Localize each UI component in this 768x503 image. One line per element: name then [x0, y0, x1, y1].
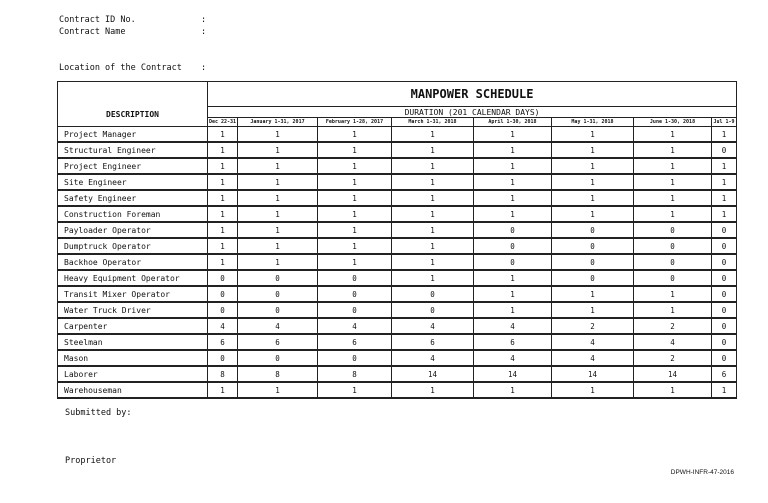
count-cell: 1	[392, 222, 474, 238]
count-cell: 14	[392, 366, 474, 382]
count-cell: 0	[634, 238, 712, 254]
count-cell: 0	[392, 302, 474, 318]
table-row	[58, 206, 737, 222]
role-cell: Construction Foreman	[58, 206, 208, 222]
count-cell: 1	[552, 127, 634, 143]
role-cell: Project Engineer	[58, 158, 208, 174]
count-cell: 1	[208, 174, 238, 190]
count-cell: 1	[318, 206, 392, 222]
count-cell: 0	[712, 270, 737, 286]
count-cell: 1	[318, 238, 392, 254]
count-cell: 0	[634, 270, 712, 286]
table-row	[58, 302, 737, 318]
count-cell: 8	[318, 366, 392, 382]
count-cell: 1	[318, 382, 392, 398]
count-cell: 1	[208, 158, 238, 174]
table-row	[58, 174, 737, 190]
count-cell: 1	[474, 158, 552, 174]
count-cell: 4	[474, 318, 552, 334]
count-cell: 1	[634, 190, 712, 206]
role-cell: Backhoe Operator	[58, 254, 208, 270]
count-cell: 1	[392, 206, 474, 222]
role-cell: Project Manager	[58, 127, 208, 143]
month-header: February 1-28, 2017	[318, 118, 392, 127]
form-code: DPWH-INFR-47-2016	[670, 469, 734, 476]
role-cell: Water Truck Driver	[58, 302, 208, 318]
count-cell: 1	[712, 158, 737, 174]
month-header: May 1-31, 2018	[552, 118, 634, 127]
count-cell: 1	[712, 127, 737, 143]
count-cell: 0	[392, 286, 474, 302]
count-cell: 1	[208, 238, 238, 254]
count-cell: 1	[238, 382, 318, 398]
count-cell: 4	[318, 318, 392, 334]
count-cell: 0	[208, 286, 238, 302]
month-header: Dec 22-31	[208, 119, 237, 125]
count-cell: 1	[474, 127, 552, 143]
role-cell: Structural Engineer	[58, 142, 208, 158]
count-cell: 1	[552, 382, 634, 398]
count-cell: 0	[634, 254, 712, 270]
table-row	[58, 350, 737, 366]
count-cell: 2	[552, 318, 634, 334]
count-cell: 0	[208, 270, 238, 286]
count-cell: 1	[208, 190, 238, 206]
count-cell: 1	[238, 142, 318, 158]
count-cell: 1	[208, 142, 238, 158]
count-cell: 0	[238, 302, 318, 318]
table-row	[58, 158, 737, 174]
count-cell: 1	[392, 174, 474, 190]
count-cell: 0	[712, 254, 737, 270]
location-colon: :	[201, 63, 207, 73]
count-cell: 0	[712, 350, 737, 366]
count-cell: 1	[712, 382, 737, 398]
count-cell: 4	[552, 350, 634, 366]
month-header: June 1-30, 2018	[634, 118, 712, 127]
count-cell: 1	[318, 158, 392, 174]
count-cell: 1	[712, 190, 737, 206]
count-cell: 1	[318, 254, 392, 270]
count-cell: 0	[712, 302, 737, 318]
count-cell: 0	[238, 350, 318, 366]
table-row	[58, 382, 737, 398]
month-header: Jul 1-9	[713, 119, 735, 125]
count-cell: 14	[474, 366, 552, 382]
count-cell: 1	[634, 382, 712, 398]
table-row	[58, 254, 737, 270]
contract-name-label: Contract Name	[59, 27, 126, 37]
contract-name-colon: :	[201, 27, 207, 37]
count-cell: 1	[318, 174, 392, 190]
contract-id-label: Contract ID No.	[59, 15, 136, 25]
count-cell: 8	[238, 366, 318, 382]
table-row	[58, 286, 737, 302]
table-row	[58, 190, 737, 206]
count-cell: 1	[552, 302, 634, 318]
count-cell: 1	[634, 174, 712, 190]
location-line	[59, 62, 206, 74]
count-cell: 2	[634, 350, 712, 366]
count-cell: 1	[318, 222, 392, 238]
count-cell: 1	[474, 174, 552, 190]
role-cell: Laborer	[58, 366, 208, 382]
count-cell: 4	[474, 350, 552, 366]
table-row	[58, 334, 737, 350]
count-cell: 0	[318, 302, 392, 318]
count-cell: 4	[392, 318, 474, 334]
count-cell: 6	[474, 334, 552, 350]
count-cell: 1	[552, 206, 634, 222]
count-cell: 1	[634, 286, 712, 302]
role-cell: Heavy Equipment Operator	[58, 270, 208, 286]
count-cell: 1	[238, 190, 318, 206]
count-cell: 0	[474, 238, 552, 254]
count-cell: 0	[712, 334, 737, 350]
count-cell: 0	[712, 318, 737, 334]
count-cell: 1	[634, 302, 712, 318]
count-cell: 0	[634, 222, 712, 238]
count-cell: 0	[238, 270, 318, 286]
count-cell: 8	[208, 366, 238, 382]
count-cell: 1	[474, 206, 552, 222]
count-cell: 1	[474, 190, 552, 206]
count-cell: 0	[208, 302, 238, 318]
manpower-schedule-table	[57, 81, 737, 399]
count-cell: 1	[392, 254, 474, 270]
count-cell: 1	[238, 238, 318, 254]
count-cell: 1	[392, 238, 474, 254]
count-cell: 1	[208, 382, 238, 398]
count-cell: 1	[392, 382, 474, 398]
count-cell: 0	[238, 286, 318, 302]
count-cell: 4	[208, 318, 238, 334]
count-cell: 0	[712, 222, 737, 238]
role-cell: Payloader Operator	[58, 222, 208, 238]
count-cell: 1	[392, 158, 474, 174]
count-cell: 1	[634, 158, 712, 174]
count-cell: 1	[474, 270, 552, 286]
table-row	[58, 142, 737, 158]
role-cell: Safety Engineer	[58, 190, 208, 206]
role-cell: Mason	[58, 350, 208, 366]
count-cell: 6	[208, 334, 238, 350]
count-cell: 6	[318, 334, 392, 350]
count-cell: 14	[634, 366, 712, 382]
month-header: April 1-30, 2018	[474, 118, 552, 127]
count-cell: 1	[238, 174, 318, 190]
count-cell: 0	[712, 286, 737, 302]
count-cell: 1	[238, 254, 318, 270]
count-cell: 1	[474, 142, 552, 158]
proprietor-label: Proprietor	[65, 456, 117, 466]
count-cell: 1	[552, 190, 634, 206]
count-cell: 1	[552, 174, 634, 190]
count-cell: 1	[318, 127, 392, 143]
table-row	[58, 238, 737, 254]
count-cell: 0	[712, 238, 737, 254]
count-cell: 0	[208, 350, 238, 366]
count-cell: 0	[552, 222, 634, 238]
table-row	[58, 318, 737, 334]
count-cell: 1	[208, 127, 238, 143]
role-cell: Dumptruck Operator	[58, 238, 208, 254]
month-header: March 1-31, 2018	[392, 118, 474, 127]
count-cell: 1	[318, 142, 392, 158]
count-cell: 1	[392, 270, 474, 286]
count-cell: 1	[392, 142, 474, 158]
description-header: DESCRIPTION	[58, 82, 208, 127]
count-cell: 0	[474, 254, 552, 270]
count-cell: 1	[634, 206, 712, 222]
count-cell: 14	[552, 366, 634, 382]
count-cell: 1	[208, 222, 238, 238]
count-cell: 1	[474, 286, 552, 302]
count-cell: 1	[712, 206, 737, 222]
count-cell: 6	[238, 334, 318, 350]
count-cell: 0	[318, 286, 392, 302]
count-cell: 1	[552, 286, 634, 302]
contract-id-line	[59, 14, 206, 26]
duration-label: DURATION (201 CALENDAR DAYS)	[208, 107, 737, 118]
count-cell: 1	[238, 206, 318, 222]
role-cell: Carpenter	[58, 318, 208, 334]
table-row	[58, 127, 737, 143]
role-cell: Site Engineer	[58, 174, 208, 190]
count-cell: 1	[392, 127, 474, 143]
table-row	[58, 270, 737, 286]
count-cell: 1	[392, 190, 474, 206]
month-header: January 1-31, 2017	[238, 118, 318, 127]
role-cell: Steelman	[58, 334, 208, 350]
count-cell: 4	[634, 334, 712, 350]
submitted-by-label: Submitted by:	[65, 408, 132, 418]
count-cell: 1	[208, 254, 238, 270]
count-cell: 6	[712, 366, 737, 382]
role-cell: Warehouseman	[58, 382, 208, 398]
count-cell: 4	[238, 318, 318, 334]
count-cell: 1	[474, 302, 552, 318]
count-cell: 1	[238, 158, 318, 174]
count-cell: 0	[552, 270, 634, 286]
contract-id-colon: :	[201, 15, 207, 25]
count-cell: 0	[552, 238, 634, 254]
table-row	[58, 222, 737, 238]
count-cell: 1	[238, 127, 318, 143]
count-cell: 4	[392, 350, 474, 366]
count-cell: 1	[474, 382, 552, 398]
table-row	[58, 366, 737, 382]
contract-name-line	[59, 26, 206, 38]
count-cell: 1	[238, 222, 318, 238]
count-cell: 0	[712, 142, 737, 158]
count-cell: 0	[318, 350, 392, 366]
count-cell: 1	[634, 127, 712, 143]
count-cell: 4	[552, 334, 634, 350]
count-cell: 0	[474, 222, 552, 238]
count-cell: 0	[552, 254, 634, 270]
schedule-title: MANPOWER SCHEDULE	[208, 82, 737, 107]
count-cell: 1	[552, 158, 634, 174]
count-cell: 6	[392, 334, 474, 350]
count-cell: 1	[552, 142, 634, 158]
count-cell: 1	[712, 174, 737, 190]
count-cell: 1	[318, 190, 392, 206]
location-label: Location of the Contract	[59, 63, 182, 73]
count-cell: 0	[318, 270, 392, 286]
role-cell: Transit Mixer Operator	[58, 286, 208, 302]
count-cell: 1	[634, 142, 712, 158]
count-cell: 1	[208, 206, 238, 222]
count-cell: 2	[634, 318, 712, 334]
